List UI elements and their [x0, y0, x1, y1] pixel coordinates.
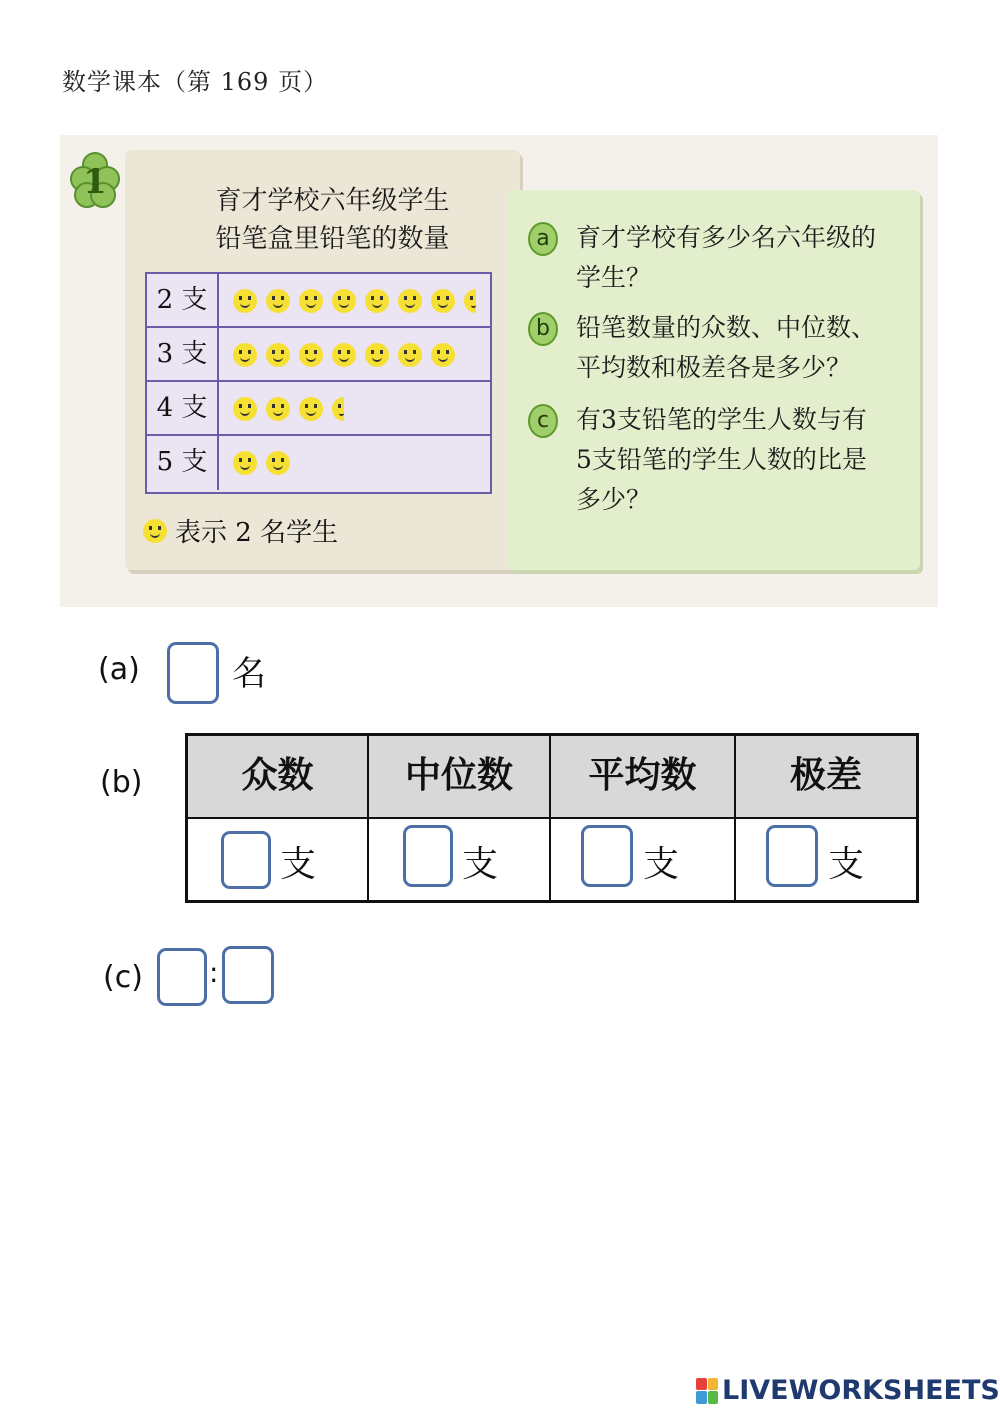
pictograph-row [147, 328, 490, 382]
question-badge: c [528, 404, 558, 438]
row-label: 3 支 [147, 328, 219, 380]
question-line: 学生？ [576, 263, 652, 292]
pictograph-legend [143, 512, 338, 549]
pictograph-title-line-2: 铅笔盒里铅笔的数量 [215, 224, 450, 254]
question-badge: b [528, 312, 558, 346]
exercise-number-flower-icon [70, 152, 120, 212]
median-input[interactable] [403, 825, 453, 887]
range-input[interactable] [766, 825, 818, 887]
smiley-icon [299, 343, 323, 367]
header-range: 极差 [736, 736, 916, 819]
question-line: 5支铅笔的学生人数的比是 [576, 445, 867, 474]
pictograph-row [147, 436, 490, 490]
answer-a-input[interactable] [167, 642, 219, 704]
row-label: 2 支 [147, 274, 219, 326]
smiley-icon [332, 289, 356, 313]
smiley-row [233, 343, 464, 367]
header-mode: 众数 [188, 736, 369, 819]
unit-label: 支 [280, 844, 317, 885]
logo-square [696, 1378, 707, 1391]
smiley-icon [365, 343, 389, 367]
smiley-icon [266, 289, 290, 313]
answer-a-unit: 名 [232, 654, 266, 694]
smiley-icon [233, 451, 257, 475]
smiley-icon [266, 343, 290, 367]
logo-square [696, 1391, 707, 1404]
pictograph-title-line-1: 育才学校六年级学生 [215, 186, 450, 216]
logo-square [708, 1391, 719, 1404]
footer-brand [696, 1375, 1000, 1406]
logo-square [708, 1378, 719, 1391]
answer-c-label: (c) [103, 960, 143, 995]
question-line: 多少？ [576, 485, 652, 514]
mean-input[interactable] [581, 825, 633, 887]
question-line: 育才学校有多少名六年级的 [576, 223, 877, 252]
smiley-icon [332, 343, 356, 367]
question-a [528, 218, 926, 298]
half-smiley-icon [332, 397, 344, 421]
legend-text: 表示 2 名学生 [175, 518, 339, 548]
row-label: 5 支 [147, 436, 219, 490]
unit-label: 支 [643, 844, 680, 885]
pictograph-table [145, 272, 492, 494]
header-mean: 平均数 [551, 736, 736, 819]
question-line: 平均数和极差各是多少？ [576, 353, 852, 382]
smiley-icon [398, 289, 422, 313]
question-badge: a [528, 222, 558, 256]
question-line: 有3支铅笔的学生人数与有 [576, 405, 867, 434]
answer-c-input-2[interactable] [222, 946, 274, 1004]
smiley-icon [431, 343, 455, 367]
pictograph-row [147, 274, 490, 328]
question-line: 铅笔数量的众数、中位数、 [576, 313, 877, 342]
mode-input[interactable] [221, 831, 271, 889]
cell-range [736, 819, 916, 900]
smiley-icon [233, 289, 257, 313]
smiley-icon [365, 289, 389, 313]
smiley-icon [266, 397, 290, 421]
smiley-icon [398, 343, 422, 367]
page-header: 数学课本（第 169 页） [62, 68, 329, 96]
cell-median [369, 819, 551, 900]
half-smiley-icon [464, 289, 476, 313]
answer-c-input-1[interactable] [157, 948, 207, 1006]
ratio-separator: : [209, 956, 219, 989]
pictograph-row [147, 382, 490, 436]
smiley-row [233, 451, 299, 475]
smiley-icon [143, 519, 167, 543]
answer-b-label: (b) [100, 765, 143, 800]
smiley-icon [233, 397, 257, 421]
question-b [528, 308, 926, 388]
header-median: 中位数 [369, 736, 551, 819]
smiley-icon [266, 451, 290, 475]
exercise-number: 1 [83, 162, 107, 202]
smiley-icon [233, 343, 257, 367]
smiley-icon [299, 397, 323, 421]
smiley-row [233, 397, 353, 421]
smiley-icon [299, 289, 323, 313]
question-c [528, 400, 926, 520]
answer-b-table [185, 733, 919, 903]
cell-mean [551, 819, 736, 900]
liveworksheets-logo-icon [696, 1378, 718, 1404]
unit-label: 支 [828, 844, 865, 885]
unit-label: 支 [462, 844, 499, 885]
smiley-row [233, 289, 485, 313]
row-label: 4 支 [147, 382, 219, 434]
brand-name: LIVEWORKSHEETS [722, 1375, 1000, 1406]
cell-mode [188, 819, 369, 900]
smiley-icon [431, 289, 455, 313]
answer-a-label: (a) [98, 652, 140, 687]
